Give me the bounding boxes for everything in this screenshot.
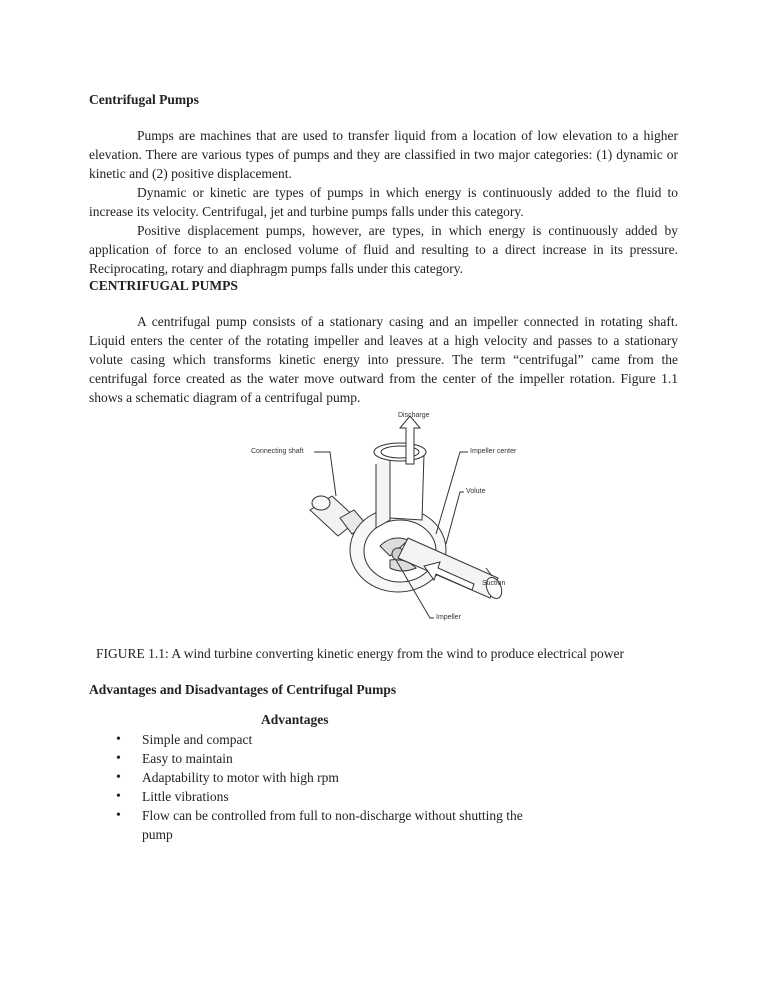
advantages-title: Advantages [261,712,329,727]
centrifugal-pump-diagram [240,408,540,628]
leader-line [314,452,336,496]
paragraph-dynamic-pumps: Dynamic or kinetic are types of pumps in which energy is continuously added to the fluid to increase its velocity. Centrifugal, jet and turbine pumps falls under this category. [89,185,678,219]
pump-schematic [240,408,540,628]
label-impeller-center: Impeller center [470,448,517,455]
label-impeller: Impeller [436,614,461,621]
paragraph-pumps-definition: Pumps are machines that are used to transfer liquid from a location of low elevation to a higher elevation. There are various types of pumps and they are classified in two major categories: (1) dynamic or kinetic and (2) positive displacement. [89,128,678,181]
list-item: • Simple and compact [116,730,536,749]
advantages-list [116,730,536,844]
list-item: • Adaptability to motor with high rpm [116,768,536,787]
centrifugal-description [89,312,678,407]
label-connecting-shaft: Connecting shaft [251,448,304,455]
section-heading-centrifugal-pumps-caps: CENTRIFUGAL PUMPS [89,278,238,293]
shaft-end [312,496,330,510]
label-discharge: Discharge [398,412,430,419]
section-heading-centrifugal-pumps: Centrifugal Pumps [89,92,199,107]
label-suction: Suction [482,580,506,587]
intro-text [89,126,678,278]
leader-line [446,492,464,544]
label-volute: Volute [466,488,486,495]
discharge-pipe [376,458,390,528]
figure-caption: FIGURE 1.1: A wind turbine converting kinetic energy from the wind to produce electrical power [96,646,624,661]
paragraph-centrifugal-pump: A centrifugal pump consists of a stationary casing and an impeller connected in rotating shaft. Liquid enters the center of the rotating impeller and leaves at a high velocity and passes to a stationary volute casing which transforms kinetic energy into pressure. The term “centrifugal” came from the centrifugal force created as the water move outward from the center of the impeller rotation. Figure 1.1 shows a schematic diagram of a centrifugal pump. [89,314,678,405]
section-heading-advantages-disadvantages: Advantages and Disadvantages of Centrifugal Pumps [89,682,397,697]
list-item: • Little vibrations [116,787,536,806]
paragraph-positive-displacement: Positive displacement pumps, however, are types, in which energy is continuously added by application of force to an enclosed volume of fluid and resulting to a direct increase in its pressure. Reciprocating, rotary and diaphragm pumps falls under this category. [89,223,678,276]
list-item: • Easy to maintain [116,749,536,768]
list-item: • Flow can be controlled from full to non-discharge without shutting the pump [116,806,536,844]
